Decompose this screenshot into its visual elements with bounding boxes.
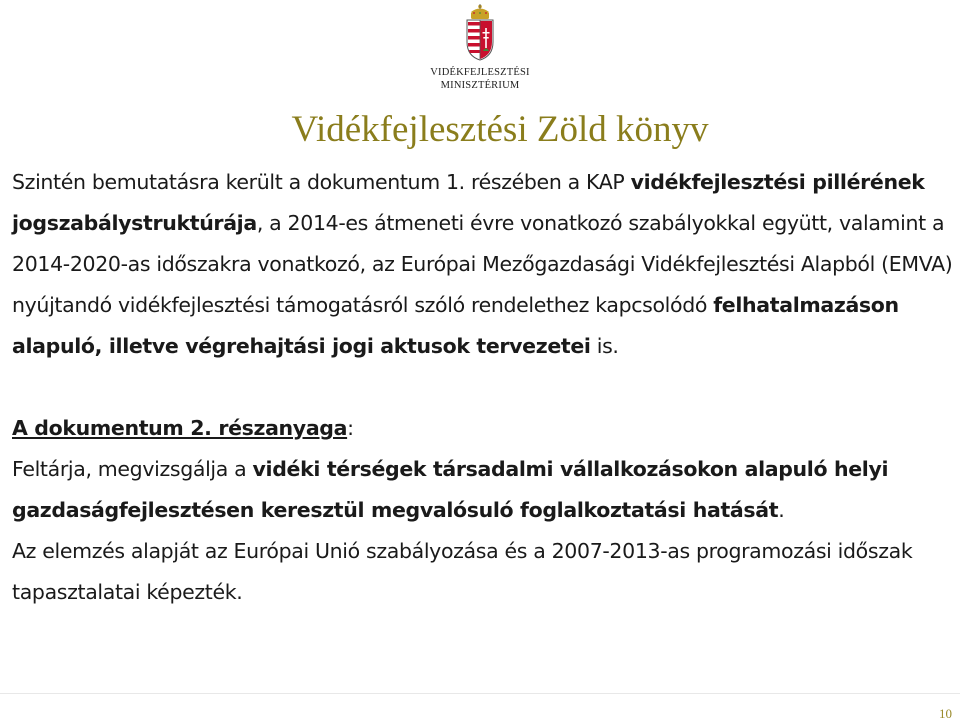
ministry-name bbox=[420, 66, 540, 92]
paragraph-part1 bbox=[12, 162, 960, 367]
section-heading-colon: : bbox=[347, 416, 354, 440]
slide-title: Vidékfejlesztési Zöld könyv bbox=[291, 109, 709, 150]
part1-text-b: , a 2014-es átmeneti évre vonatkozó szabályokkal együtt, valamint a 2014-2020-as időszakra vonatkozó, az Európai Mezőgazdasági Vidékfejlesztési Alapból (EMVA) nyújtandó vidékfejlesztési támogatásról szóló rendelethez kapcsolódó bbox=[12, 211, 953, 317]
section-heading-label: A dokumentum 2. részanyaga bbox=[12, 416, 348, 440]
part1-bold-a: vidékfejlesztési pillérének jogszabálystruktúrája bbox=[12, 170, 925, 235]
ministry-name-line1: VIDÉKFEJLESZTÉSI bbox=[430, 67, 530, 78]
part2-text-b: . bbox=[778, 498, 785, 522]
page-number: 10 bbox=[939, 706, 952, 721]
paragraph-part3: Az elemzés alapját az Európai Unió szabályozása és a 2007-2013-as programozási időszak tapasztalatai képezték. bbox=[12, 539, 913, 604]
part2-bold-a: vidéki térségek társadalmi vállalkozásokon alapuló helyi gazdaságfejlesztésen keresztül megvalósuló foglalkoztatási hatását bbox=[12, 457, 889, 522]
part2-text-a: Feltárja, megvizsgálja a bbox=[12, 457, 253, 481]
paragraph-spacer bbox=[12, 367, 960, 408]
ministry-logo bbox=[420, 4, 540, 96]
section-heading bbox=[12, 408, 960, 449]
part1-text-c: is. bbox=[590, 334, 619, 358]
ministry-name-line2: MINISZTÉRIUM bbox=[440, 80, 520, 91]
part1-bold-b: felhatalmazáson alapuló, illetve végrehajtási jogi aktusok tervezetei bbox=[12, 293, 899, 358]
part1-text-a: Szintén bemutatásra került a dokumentum 1. részében a KAP bbox=[12, 170, 631, 194]
coat-of-arms-icon bbox=[460, 4, 500, 62]
slide-body bbox=[12, 162, 960, 613]
footer-divider bbox=[0, 693, 960, 694]
paragraph-part2 bbox=[12, 449, 960, 531]
